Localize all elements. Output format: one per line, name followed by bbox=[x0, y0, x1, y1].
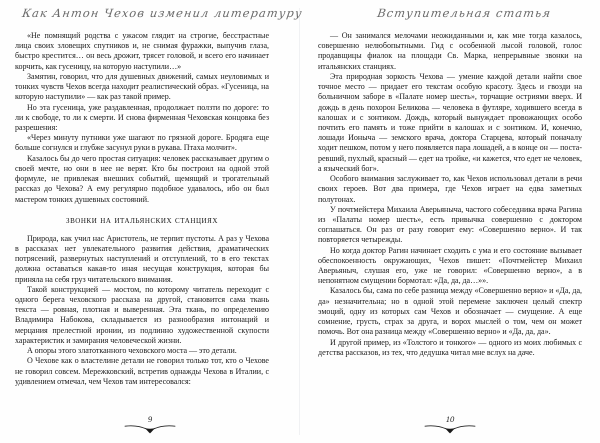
page-number: 10 bbox=[445, 414, 455, 424]
paragraph: «Через минуту путники уже шагают по грязной дороге. Бродяга еще больше согнулся и глубже засунул руки в рукава. Птаха молчит». bbox=[15, 133, 269, 153]
page-number: 9 bbox=[147, 414, 153, 424]
paragraph: Но эта гусеница, уже раздавленная, продолжает ползти по дороге: то ли к свободе, то ли к смерти. И снова фирменная Чеховская концовка без разрешения: bbox=[15, 102, 269, 132]
paragraph: Но когда доктор Рагин начинает сходить с ума и его состояние вызывает обеспокоенность окружающих, Чехов пишет: «Почтмейстер Михаил Аверьяныч, слушая его, уже не говорил: «Совершенно верно», а в непонятном смущении бормотал: «Да, да, да…»». bbox=[318, 245, 582, 286]
folio-right bbox=[300, 414, 600, 434]
paragraph: Эта природная зоркость Чехова — умение каждой детали найти свое точное место — придает его текстам особую красоту. Здесь и гвозди на больничном заборе в «Палате номер шесть», торчащие остриями вверх. И дождь в день похорон Беликова — человека в футляре, ходившего всегда в калошах и с зонтиком. Дождь, который вынуждает провожающих особо почтить его память и тоже прийти в калошах и с зонтиком. И, конечно, лошади Ионыча — земского врача, доктора Старцева, который поначалу ходит пешком, потом у него появляется пара лошадей, а в конце он — постаревший, пухлый, красный — едет на тройке, «и кажется, что едет не человек, а языческий бог». bbox=[318, 71, 582, 173]
running-head-left: Как Антон Чехов изменил литературу bbox=[21, 6, 304, 20]
paragraph: И другой пример, из «Толстого и тонкого» — одного из моих любимых с детства рассказов, из тех, что дедушка читал мне вслух на даче. bbox=[318, 337, 582, 357]
section-heading: звонки на итальянских станциях bbox=[66, 214, 218, 226]
paragraph: У почтмейстера Михаила Аверьяныча, частого собеседника врача Рагина из «Палаты номер шесть», есть привычка совершенно с доктором соглашаться. Он раз от разу говорит ему: «Совершенно верно». И так повторяется четырежды. bbox=[318, 204, 582, 245]
paragraph: О Чехове как о властелине детали не говорил только тот, кто о Чехове не говорил совсем. Мережковский, встретив однажды Чехова в Италии, с удивлением отмечал, чем Чехов там интересовался: bbox=[15, 356, 269, 386]
right-page bbox=[300, 0, 600, 443]
paragraph: Особого внимания заслуживает то, как Чехов использовал детали в речи своих героев. Вот два примера, где Чехов играет на едва заметных полутонах. bbox=[318, 174, 582, 204]
flourish-ornament bbox=[124, 423, 176, 434]
paragraph: Такой конструкцией — мостом, по которому читатель переходит с одного берега чеховского рассказа на другой, становится сама ткань текста — ровная, плотная и выверенная. Эта ткань, по определению Владимира Набокова, складывается из разнообразия интонаций и мерцания прелестной иронии, из подлинно художественной скупости характеристик и замирания человеческой жизни. bbox=[15, 284, 269, 345]
left-page-text-column bbox=[15, 31, 269, 387]
folio-left bbox=[0, 414, 300, 434]
paragraph: А опоры этого златотканного чеховского моста — это детали. bbox=[27, 346, 237, 356]
paragraph: Казалось бы до чего простая ситуация: человек рассказывает другим о своей мечте, но они в нее не верят. Кто бы построил на одной этой формуле, не привлекая внешних событий, щемящий и трогательный рассказ до Чехова? А ему регулярно подобное удавалось, ибо он был мастером тонких душевных состояний. bbox=[15, 153, 269, 204]
running-head-right: Вступительная статья bbox=[376, 6, 553, 20]
paragraph: — Он занимался мелочами неожиданными и, как мне тогда казалось, совершенно нелюбопытными. Гид с особенной лысой головой, голос продавщицы фиалок на площади Св. Марка, непрерывные звонки на итальянских станциях. bbox=[318, 31, 582, 71]
paragraph: Казалось бы, сама по себе разница между «Совершенно верно» и «Да, да, да» незначительна; но в одной этой перемене заключен целый спектр эмоций, одну из которых сам Чехов и обозначает — смущение. А еще сомнение, грусть, страх за друга, и ворох мыслей о том, чем он может помочь. Вот она разница между «Совершенно верно» и «Да, да, да». bbox=[318, 286, 582, 337]
paragraph: Замятин, говорил, что для душевных движений, самых неуловимых и тонких чувств Чехов всегда находит реалистический образ. «Гусеница, на которую наступили» — как раз такой пример. bbox=[15, 71, 269, 102]
paragraph: Природа, как учил нас Аристотель, не терпит пустоты. А раз у Чехова в рассказах нет увлекательного развития действия, драматических потрясений, развернутых наступлений и отступлений, то в его текстах должна оставаться какая-то иная несущая конструкция, которая бы приняла на себя груз читательского внимания. bbox=[15, 233, 269, 284]
right-page-text-column bbox=[318, 31, 582, 358]
paragraph: «Не помнящий родства с ужасом глядит на строгие, бесстрастные лица своих зловещих спутников и, не снимая фуражки, выпучив глаза, быстро крестится… он весь дрожит, трясет головой, и всего его начинает корчить, как гусеницу, на которую наступили…» bbox=[15, 31, 269, 71]
flourish-ornament bbox=[424, 423, 476, 434]
